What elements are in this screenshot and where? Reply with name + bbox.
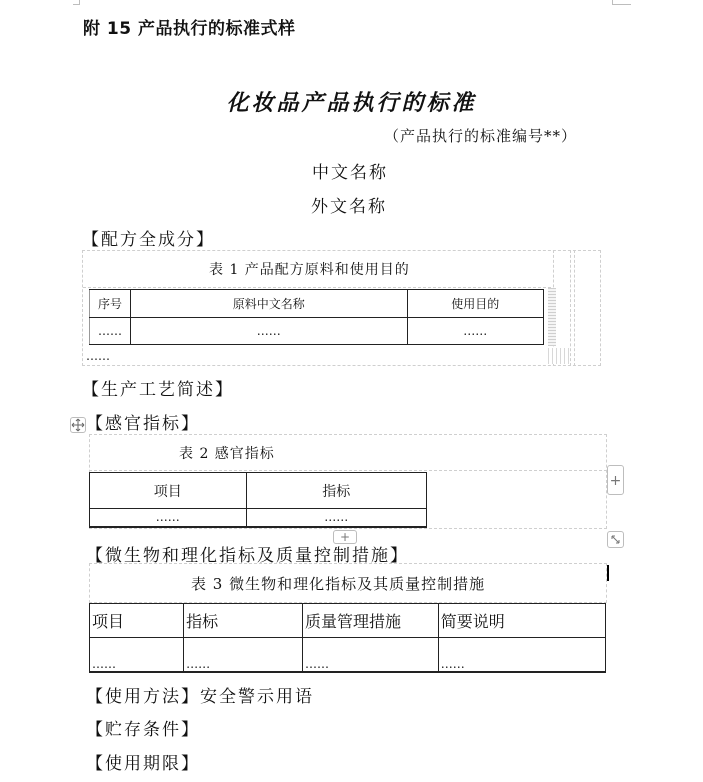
table3-header-cell[interactable]	[90, 604, 184, 638]
standard-number: （产品执行的标准编号**）	[384, 127, 578, 145]
table2-cell[interactable]	[90, 509, 247, 527]
table1-vguide-2	[570, 250, 571, 366]
section-micro: 【微生物和理化指标及质量控制措施】	[86, 546, 409, 566]
table1-cell[interactable]	[407, 318, 543, 345]
table3-cell[interactable]	[303, 638, 439, 672]
move-icon[interactable]	[70, 417, 86, 433]
table1-header-name: 原料中文名称	[232, 297, 305, 311]
section-sensory: 【感官指标】	[86, 414, 200, 434]
table3-cell-notes: ……	[440, 656, 465, 671]
table3-cell[interactable]	[184, 638, 303, 672]
name-zh: 中文名称	[312, 163, 388, 183]
table1-cell-name: ……	[256, 324, 281, 338]
table1-hatch-bottom	[548, 348, 570, 364]
section-shelf-life: 【使用期限】	[86, 754, 200, 774]
table2-header-cell[interactable]	[90, 473, 247, 509]
table3-cell[interactable]	[90, 638, 184, 672]
table2-header-item: 项目	[153, 483, 182, 500]
name-foreign: 外文名称	[311, 197, 387, 217]
table1-cell[interactable]	[90, 318, 131, 345]
table3-caption: 表 3 微生物和理化指标及其质量控制措施	[191, 575, 486, 593]
table3-header-item: 项目	[92, 612, 125, 631]
table2-cell[interactable]	[246, 509, 426, 527]
table3-cell-item: ……	[92, 656, 116, 671]
table3-header-index: 指标	[186, 612, 219, 631]
main-title: 化妆品产品执行的标准	[226, 90, 477, 116]
table1-header-cell[interactable]	[90, 290, 131, 318]
table1-header-seq: 序号	[97, 297, 122, 311]
table3-header-cell[interactable]	[438, 604, 605, 638]
resize-icon[interactable]	[607, 531, 624, 548]
text-cursor	[607, 565, 609, 581]
table1-hatch	[548, 288, 556, 346]
table2-inner-line	[89, 470, 607, 471]
page-corner-mark-right	[612, 0, 631, 5]
table2-header-cell[interactable]	[246, 473, 426, 509]
table3-header-measures: 质量管理措施	[305, 612, 402, 631]
table3-header-notes: 简要说明	[440, 612, 505, 631]
section-usage: 【使用方法】安全警示用语	[86, 687, 314, 707]
table1-header-purpose: 使用目的	[451, 297, 500, 311]
appendix-title: 附 15 产品执行的标准式样	[83, 19, 296, 39]
table1	[89, 289, 544, 345]
table2-cell-item: ……	[155, 510, 180, 525]
table1-vguide-3	[574, 250, 575, 366]
section-formula: 【配方全成分】	[82, 230, 215, 250]
table3-cell[interactable]	[438, 638, 605, 672]
add-column-button[interactable]	[607, 465, 624, 495]
plus-icon: +	[339, 530, 351, 544]
table2-caption: 表 2 感官指标	[179, 446, 275, 462]
table3-header-cell[interactable]	[303, 604, 439, 638]
page-corner-mark-left	[73, 0, 80, 5]
table3-header-cell[interactable]	[184, 604, 303, 638]
table2-header-index: 指标	[322, 483, 351, 500]
table1-inner-line	[83, 287, 551, 288]
table1-header-cell[interactable]	[130, 290, 407, 318]
section-storage: 【贮存条件】	[86, 720, 200, 740]
plus-icon: +	[609, 473, 622, 489]
table3-cell-measures: ……	[305, 656, 330, 671]
table1-caption: 表 1 产品配方原料和使用目的	[209, 262, 410, 278]
table1-header-cell[interactable]	[407, 290, 543, 318]
table3	[89, 603, 606, 673]
table1-cell[interactable]	[130, 318, 407, 345]
table1-cell-seq: ……	[97, 324, 122, 338]
section-process: 【生产工艺简述】	[82, 380, 234, 400]
table1-trailing-text: ……	[86, 349, 110, 363]
table2-cell-index: ……	[324, 510, 349, 525]
table1-cell-purpose: ……	[463, 324, 488, 338]
table3-cell-index: ……	[186, 656, 211, 671]
table2	[89, 472, 427, 528]
